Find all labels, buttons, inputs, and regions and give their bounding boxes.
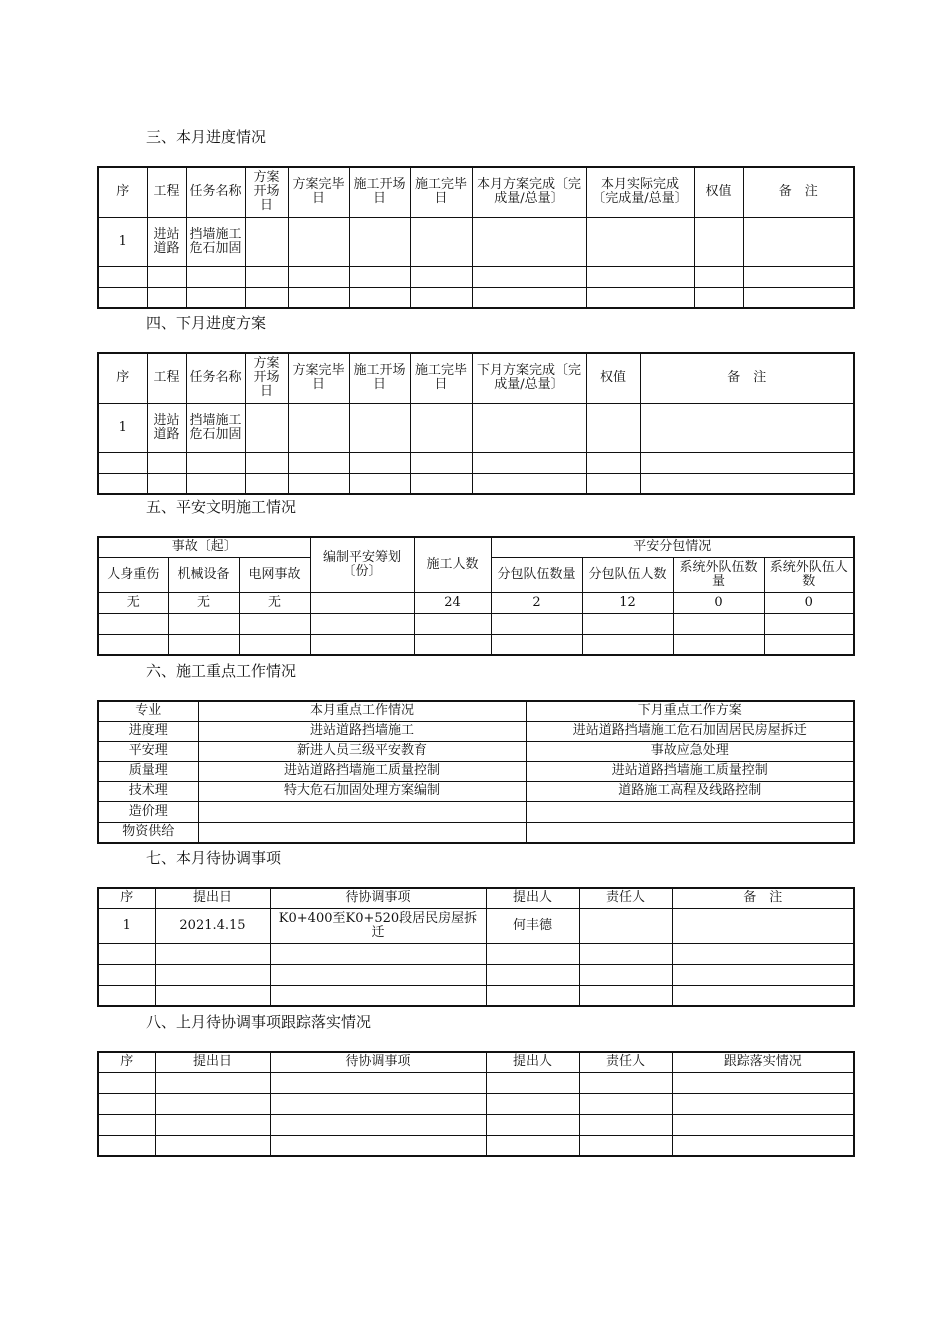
col-header: 待协调事项 [270, 1052, 486, 1072]
table-row [98, 908, 854, 943]
table-row [98, 634, 854, 655]
table-cell: 物资供给 [98, 822, 198, 843]
table-cell: 无 [98, 592, 168, 613]
table-row [98, 287, 854, 308]
section-5-title: 五、平安文明施工情况 [146, 498, 297, 516]
table-row [98, 403, 854, 452]
workers-header: 施工人数 [414, 537, 491, 592]
table-row [98, 761, 854, 781]
last-month-followup-table [97, 1051, 855, 1157]
table-cell: 特大危石加固处理方案编制 [198, 781, 526, 801]
table-header-row [98, 167, 854, 217]
table-cell [672, 908, 854, 943]
table-cell: 新进人员三级平安教育 [198, 741, 526, 761]
table-cell: 0 [764, 592, 854, 613]
table-cell [526, 801, 854, 822]
col-header: 方案开场日 [245, 353, 288, 403]
table-cell [310, 592, 414, 613]
col-header: 责任人 [579, 1052, 672, 1072]
col-header: 提出人 [486, 1052, 579, 1072]
key-work-table [97, 700, 855, 844]
section-8-title: 八、上月待协调事项跟踪落实情况 [146, 1013, 372, 1031]
col-header: 本月方案完成〔完成量/总量〕 [472, 167, 586, 217]
table-row [98, 1093, 854, 1114]
col-header: 序 [98, 888, 155, 908]
safety-construction-table [97, 536, 855, 656]
col-header: 序 [98, 353, 147, 403]
col-header: 施工完毕日 [410, 353, 472, 403]
table-cell: 道路施工高程及线路控制 [526, 781, 854, 801]
col-header: 机械设备 [168, 557, 239, 592]
table-row [98, 741, 854, 761]
col-header: 序 [98, 167, 147, 217]
col-header: 方案开场日 [245, 167, 288, 217]
table-cell: 2 [491, 592, 582, 613]
table-row [98, 266, 854, 287]
cell-task: 挡墙施工危石加固 [186, 217, 245, 266]
col-header: 工程 [147, 167, 186, 217]
col-header: 系统外队伍人数 [764, 557, 854, 592]
table-row [98, 1072, 854, 1093]
section-3-title: 三、本月进度情况 [146, 128, 267, 146]
subcontract-group-header: 平安分包情况 [491, 537, 854, 557]
table-cell [526, 822, 854, 843]
col-header: 方案完毕日 [288, 353, 349, 403]
table-row [98, 613, 854, 634]
table-row [98, 801, 854, 822]
table-cell: 技术理 [98, 781, 198, 801]
table-cell: 质量理 [98, 761, 198, 781]
col-header: 系统外队伍数量 [673, 557, 764, 592]
table-cell [579, 908, 672, 943]
accident-group-header: 事故〔起〕 [98, 537, 310, 557]
table-cell: 进站道路挡墙施工质量控制 [526, 761, 854, 781]
table-cell: 平安理 [98, 741, 198, 761]
table-cell: 24 [414, 592, 491, 613]
cell-no: 1 [98, 403, 147, 452]
table-row [98, 473, 854, 494]
col-header: 本月实际完成〔完成量/总量〕 [586, 167, 694, 217]
table-row [98, 592, 854, 613]
col-header: 任务名称 [186, 167, 245, 217]
table-cell [198, 822, 526, 843]
section-7-title: 七、本月待协调事项 [146, 849, 282, 867]
cell-project: 进站道路 [147, 217, 186, 266]
col-header: 权值 [586, 353, 640, 403]
table-cell: 进度理 [98, 721, 198, 741]
table-row [98, 964, 854, 985]
table-header-row [98, 701, 854, 721]
table-row [98, 1135, 854, 1156]
col-header: 施工开场日 [349, 167, 410, 217]
table-cell: 2021.4.15 [155, 908, 270, 943]
table-row [98, 217, 854, 266]
col-header: 专业 [98, 701, 198, 721]
table-cell: 进站道路挡墙施工质量控制 [198, 761, 526, 781]
next-month-plan-table [97, 352, 855, 495]
pending-coordination-table [97, 887, 855, 1007]
table-cell: 事故应急处理 [526, 741, 854, 761]
col-header: 跟踪落实情况 [672, 1052, 854, 1072]
table-row [98, 1114, 854, 1135]
cell-project: 进站道路 [147, 403, 186, 452]
table-row [98, 781, 854, 801]
col-header: 权值 [694, 167, 743, 217]
col-header: 责任人 [579, 888, 672, 908]
table-row [98, 822, 854, 843]
col-header: 任务名称 [186, 353, 245, 403]
col-header: 备 注 [672, 888, 854, 908]
cell-no: 1 [98, 217, 147, 266]
section-6-title: 六、施工重点工作情况 [146, 662, 297, 680]
col-header: 待协调事项 [270, 888, 486, 908]
col-header: 提出日 [155, 888, 270, 908]
table-header-row [98, 888, 854, 908]
table-cell: 无 [239, 592, 310, 613]
table-cell: 造价理 [98, 801, 198, 822]
table-row [98, 985, 854, 1006]
col-header: 人身重伤 [98, 557, 168, 592]
col-header: 提出日 [155, 1052, 270, 1072]
table-row [98, 943, 854, 964]
table-cell: 无 [168, 592, 239, 613]
col-header: 工程 [147, 353, 186, 403]
col-header: 方案完毕日 [288, 167, 349, 217]
table-cell: 进站道路挡墙施工 [198, 721, 526, 741]
col-header: 分包队伍数量 [491, 557, 582, 592]
col-header: 分包队伍人数 [582, 557, 673, 592]
table-cell: K0+400至K0+520段居民房屋拆迁 [270, 908, 486, 943]
col-header: 施工开场日 [349, 353, 410, 403]
col-header: 施工完毕日 [410, 167, 472, 217]
col-header: 下月方案完成〔完成量/总量〕 [472, 353, 586, 403]
col-header: 序 [98, 1052, 155, 1072]
col-header: 电网事故 [239, 557, 310, 592]
table-header-row [98, 1052, 854, 1072]
table-cell: 何丰德 [486, 908, 579, 943]
col-header: 备 注 [743, 167, 854, 217]
table-cell: 0 [673, 592, 764, 613]
table-cell: 1 [98, 908, 155, 943]
current-month-progress-table [97, 166, 855, 309]
col-header: 提出人 [486, 888, 579, 908]
cell-task: 挡墙施工危石加固 [186, 403, 245, 452]
safety-plan-header: 编制平安筹划〔份〕 [310, 537, 414, 592]
section-4-title: 四、下月进度方案 [146, 314, 267, 332]
col-header: 本月重点工作情况 [198, 701, 526, 721]
table-header-row [98, 353, 854, 403]
col-header: 下月重点工作方案 [526, 701, 854, 721]
table-cell [198, 801, 526, 822]
table-cell: 12 [582, 592, 673, 613]
table-cell: 进站道路挡墙施工危石加固居民房屋拆迁 [526, 721, 854, 741]
table-header-row [98, 537, 854, 557]
col-header: 备 注 [640, 353, 854, 403]
table-row [98, 721, 854, 741]
table-row [98, 452, 854, 473]
